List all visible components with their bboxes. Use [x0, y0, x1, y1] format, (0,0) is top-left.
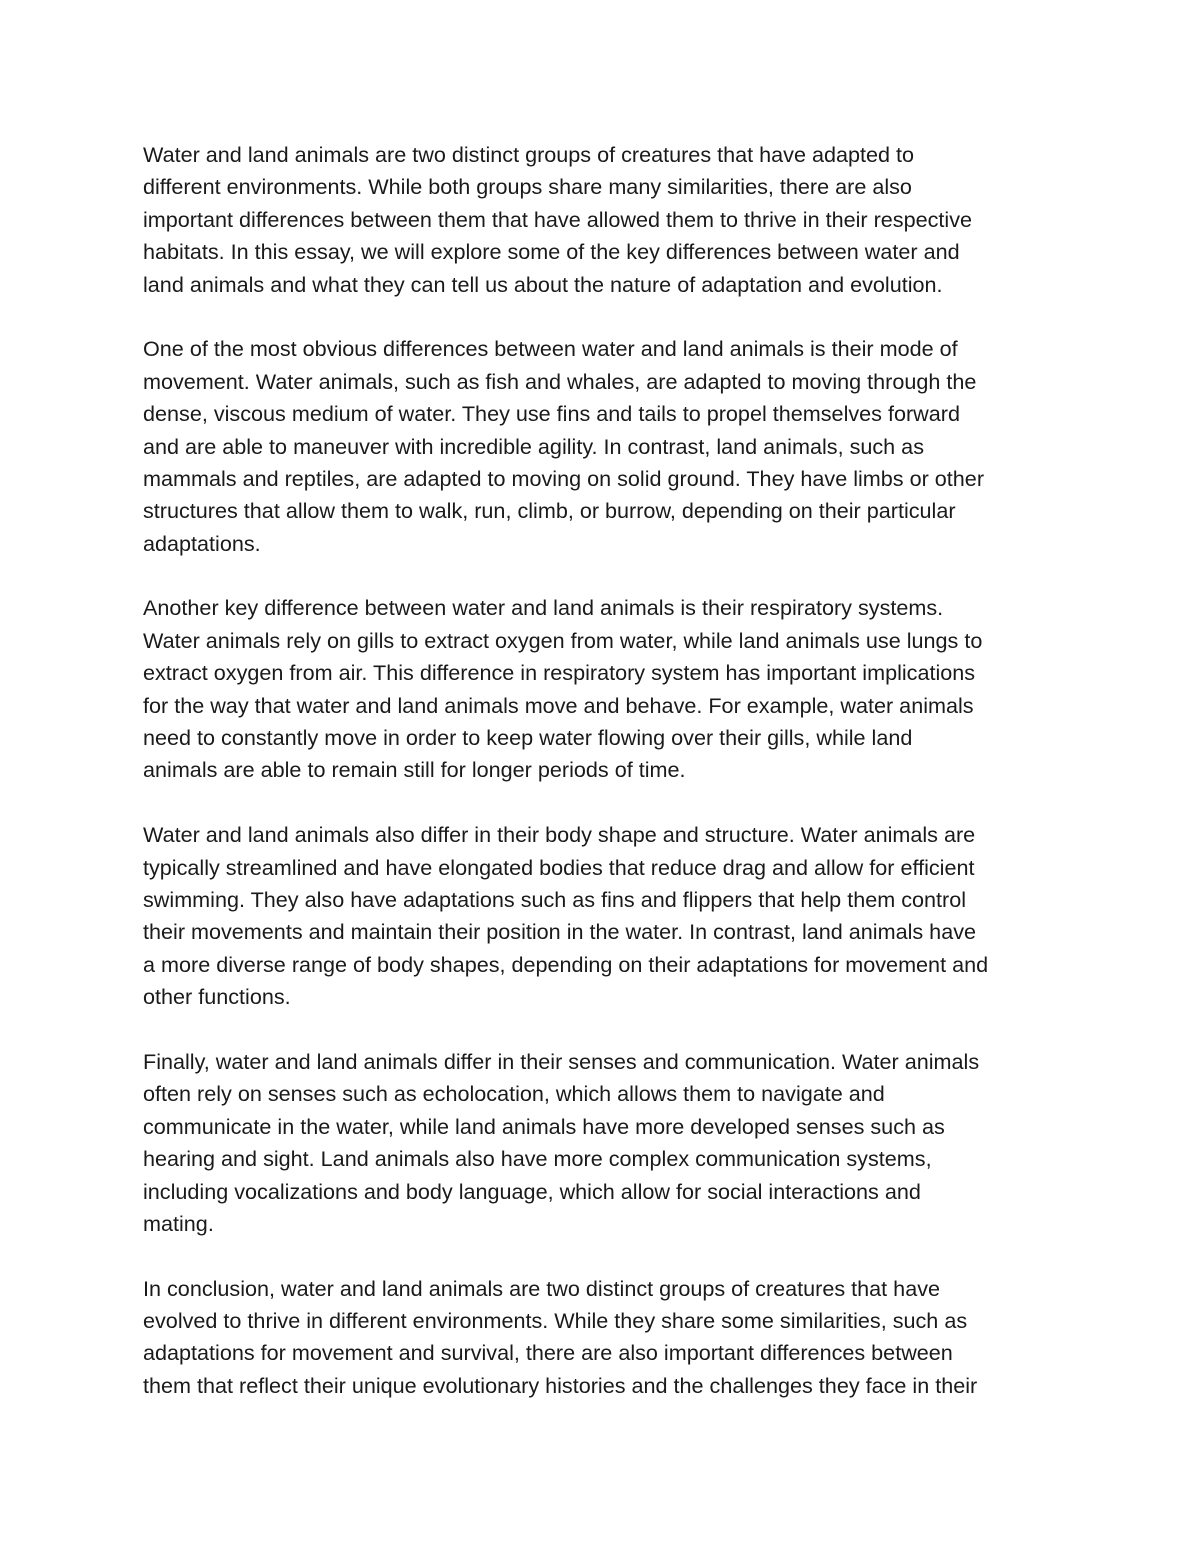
- text-line: dense, viscous medium of water. They use fins and tails to propel themselves forward: [143, 401, 960, 427]
- text-line: different environments. While both groups share many similarities, there are also: [143, 174, 912, 200]
- text-line: them that reflect their unique evolutionary histories and the challenges they face in their: [143, 1372, 978, 1398]
- text-line: extract oxygen from air. This difference in respiratory system has important implications: [143, 660, 976, 686]
- text-line: Water and land animals also differ in their body shape and structure. Water animals are: [143, 822, 976, 848]
- text-line: typically streamlined and have elongated bodies that reduce drag and allow for efficient: [143, 854, 975, 880]
- paragraph-senses: [143, 1046, 1073, 1240]
- essay-body: [143, 139, 1073, 1435]
- text-line: mating.: [143, 1210, 214, 1236]
- text-line: mammals and reptiles, are adapted to moving on solid ground. They have limbs or other: [143, 465, 985, 491]
- text-line: often rely on senses such as echolocation, which allows them to navigate and: [143, 1081, 885, 1107]
- text-line: Finally, water and land animals differ in their senses and communication. Water animals: [143, 1048, 980, 1074]
- text-line: hearing and sight. Land animals also have more complex communication systems,: [143, 1146, 932, 1172]
- text-line: important differences between them that have allowed them to thrive in their respective: [143, 206, 973, 232]
- text-line: need to constantly move in order to keep water flowing over their gills, while land: [143, 725, 913, 751]
- text-line: One of the most obvious differences between water and land animals is their mode of: [143, 336, 958, 362]
- text-line: movement. Water animals, such as fish and whales, are adapted to moving through the: [143, 368, 977, 394]
- text-line: In conclusion, water and land animals are two distinct groups of creatures that have: [143, 1275, 941, 1301]
- text-line: Water animals rely on gills to extract oxygen from water, while land animals use lungs to: [143, 627, 983, 653]
- paragraph-body-shape: [143, 819, 1073, 1013]
- text-line: Another key difference between water and land animals is their respiratory systems.: [143, 595, 944, 621]
- paragraph-intro: [143, 139, 1073, 301]
- text-line: Water and land animals are two distinct groups of creatures that have adapted to: [143, 142, 915, 167]
- text-line: habitats. In this essay, we will explore some of the key differences between water and: [143, 239, 960, 265]
- paragraph-movement: [143, 333, 1073, 560]
- text-line: other functions.: [143, 984, 291, 1010]
- text-line: including vocalizations and body language, which allow for social interactions and: [143, 1178, 921, 1204]
- text-line: evolved to thrive in different environments. While they share some similarities, such as: [143, 1308, 968, 1334]
- text-line: adaptations.: [143, 530, 261, 556]
- paragraph-respiration: [143, 592, 1073, 786]
- text-line: communicate in the water, while land animals have more developed senses such as: [143, 1113, 945, 1139]
- text-line: for the way that water and land animals move and behave. For example, water animals: [143, 692, 974, 718]
- text-line: animals are able to remain still for longer periods of time.: [143, 757, 686, 783]
- text-line: and are able to maneuver with incredible agility. In contrast, land animals, such as: [143, 433, 924, 459]
- paragraph-conclusion: [143, 1273, 1073, 1403]
- text-line: swimming. They also have adaptations such as fins and flippers that help them control: [143, 886, 967, 912]
- text-line: a more diverse range of body shapes, depending on their adaptations for movement and: [143, 951, 989, 977]
- text-line: structures that allow them to walk, run, climb, or burrow, depending on their particular: [143, 498, 956, 524]
- text-line: their movements and maintain their position in the water. In contrast, land animals have: [143, 919, 977, 945]
- text-line: land animals and what they can tell us about the nature of adaptation and evolution.: [143, 271, 943, 297]
- text-line: adaptations for movement and survival, there are also important differences between: [143, 1340, 953, 1366]
